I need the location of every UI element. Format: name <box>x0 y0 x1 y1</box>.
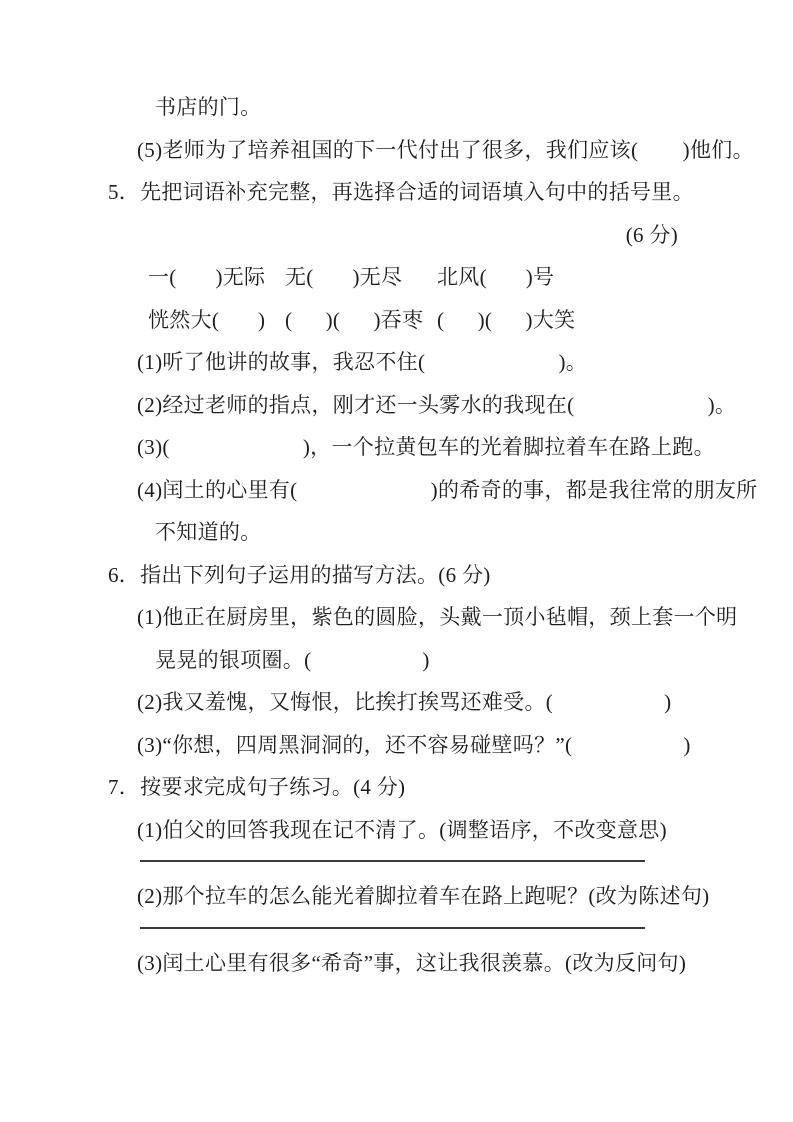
q5-score: (6 分) <box>625 222 678 247</box>
q6-header: 6．指出下列句子运用的描写方法。(6 分) <box>108 562 491 587</box>
q5-item3: (3)( )，一个拉黄包车的光着脚拉着车在路上跑。 <box>137 435 715 459</box>
q5-idiom-row-1-col-3: 北风( )号 <box>437 265 555 289</box>
q5-idiom-row-2-col-3: ( )( )大笑 <box>437 307 576 332</box>
q5-idiom-row-1 <box>148 265 793 289</box>
q5-item4: (4)闰土的心里有( )的希奇的事，都是我往常的朋友所 <box>137 477 758 502</box>
q7-item2: (2)那个拉车的怎么能光着脚拉着车在路上跑呢？(改为陈述句) <box>137 884 710 908</box>
q5-idiom-row-2-col-2: ( )( )吞枣 <box>285 307 424 332</box>
q7-item1: (1)伯父的回答我现在记不清了。(调整语序，不改变意思) <box>137 817 667 842</box>
q4-item5: (5)老师为了培养祖国的下一代付出了很多，我们应该( )他们。 <box>137 137 754 162</box>
worksheet-content <box>0 95 793 993</box>
q6-item1-continuation: 晃晃的银项圈。( ) <box>155 647 430 672</box>
q6-item3: (3)“你想，四周黑洞洞的，还不容易碰壁吗？”( ) <box>137 732 691 757</box>
q5-idiom-row-2 <box>148 308 793 332</box>
q5-idiom-row-1-col-2: 无( )无尽 <box>285 265 403 289</box>
q5-item2: (2)经过老师的指点，刚才还一头雾水的我现在( )。 <box>137 392 737 417</box>
q7-item2-answer-line <box>140 927 645 929</box>
q5-header: 5．先把词语补充完整，再选择合适的词语填入句中的括号里。 <box>108 180 694 204</box>
q6-item2: (2)我又羞愧，又悔恨，比挨打挨骂还难受。( ) <box>137 690 672 714</box>
q5-idiom-row-2-col-1: 恍然大( ) <box>148 307 266 332</box>
q5-item4-continuation: 不知道的。 <box>155 520 262 544</box>
q5-item1: (1)听了他讲的故事，我忍不住( )。 <box>137 350 588 374</box>
q6-item1: (1)他正在厨房里，紫色的圆脸，头戴一顶小毡帽，颈上套一个明 <box>137 605 738 629</box>
q7-item1-answer-line <box>140 860 645 862</box>
q5-idiom-row-1-col-1: 一( )无际 <box>148 265 266 289</box>
q7-header: 7．按要求完成句子练习。(4 分) <box>108 775 406 799</box>
q7-item3: (3)闰土心里有很多“希奇”事，这让我很羡慕。(改为反问句) <box>137 950 687 975</box>
q4-item5-continuation: 书店的门。 <box>155 95 262 119</box>
